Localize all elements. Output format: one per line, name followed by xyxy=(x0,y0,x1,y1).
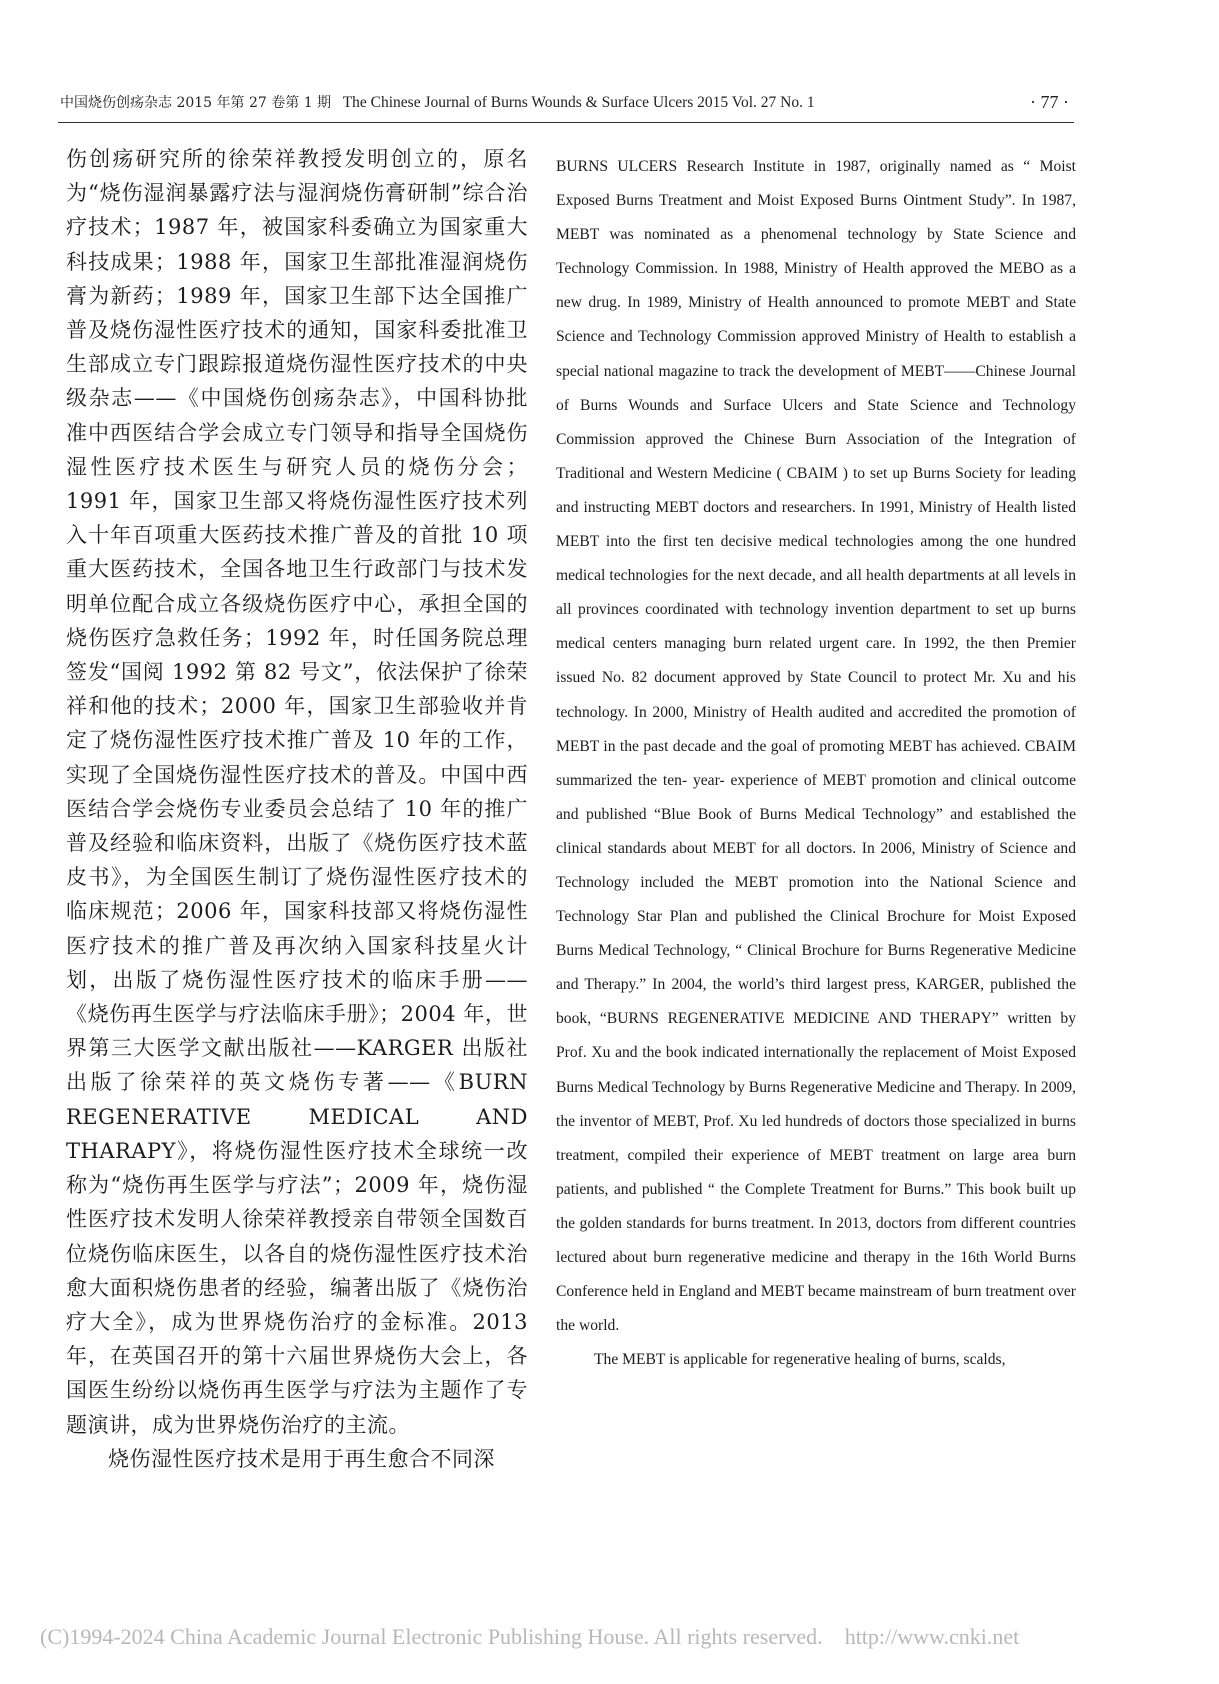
running-header xyxy=(60,92,1060,112)
left-paragraph-1: 伤创疡研究所的徐荣祥教授发明创立的，原名为“烧伤湿润暴露疗法与湿润烧伤膏研制”综合治疗技术；1987 年，被国家科委确立为国家重大科技成果；1988 年，国家卫生部批准湿润烧伤膏为新药；1989 年，国家卫生部下达全国推广普及烧伤湿性医疗技术的通知，国家科委批准卫生部成立专门跟踪报道烧伤湿性医疗技术的中央级杂志——《中国烧伤创疡杂志》，中国科协批准中西医结合学会成立专门领导和指导全国烧伤湿性医疗技术医生与研究人员的烧伤分会；1991 年，国家卫生部又将烧伤湿性医疗技术列入十年百项重大医药技术推广普及的首批 10 项重大医药技术，全国各地卫生行政部门与技术发明单位配合成立各级烧伤医疗中心，承担全国的烧伤医疗急救任务；1992 年，时任国务院总理签发“国阅 1992 第 82 号文”，依法保护了徐荣祥和他的技术；2000 年，国家卫生部验收并肯定了烧伤湿性医疗技术推广普及 10 年的工作，实现了全国烧伤湿性医疗技术的普及。中国中西医结合学会烧伤专业委员会总结了 10 年的推广普及经验和临床资料，出版了《烧伤医疗技术蓝皮书》，为全国医生制订了烧伤湿性医疗技术的临床规范；2006 年，国家科技部又将烧伤湿性医疗技术的推广普及再次纳入国家科技星火计划，出版了烧伤湿性医疗技术的临床手册——《烧伤再生医学与疗法临床手册》；2004 年，世界第三大医学文献出版社——KARGER 出版社出版了徐荣祥的英文烧伤专著——《BURN REGENERATIVE MEDICAL AND THARAPY》，将烧伤湿性医疗技术全球统一改称为“烧伤再生医学与疗法”；2009 年，烧伤湿性医疗技术发明人徐荣祥教授亲自带领全国数百位烧伤临床医生，以各自的烧伤湿性医疗技术治愈大面积烧伤患者的经验，编著出版了《烧伤治疗大全》，成为世界烧伤治疗的金标准。2013 年，在英国召开的第十六届世界烧伤大会上，各国医生纷纷以烧伤再生医学与疗法为主题作了专题演讲，成为世界烧伤治疗的主流。 xyxy=(66,147,528,1437)
left-column-chinese xyxy=(66,142,528,1476)
header-journal-en: The Chinese Journal of Burns Wounds & Surface Ulcers 2015 Vol. 27 No. 1 xyxy=(342,94,815,111)
right-paragraph-2: The MEBT is applicable for regenerative healing of burns, scalds, xyxy=(594,1351,1006,1369)
right-column-english xyxy=(556,150,1076,1377)
page-number: · 77 · xyxy=(1030,92,1069,112)
copyright-footer xyxy=(40,1624,1200,1650)
left-paragraph-2: 烧伤湿性医疗技术是用于再生愈合不同深 xyxy=(108,1446,495,1471)
footer-copyright: (C)1994-2024 China Academic Journal Electronic Publishing House. All rights reserved. xyxy=(40,1624,823,1649)
right-paragraph-1: BURNS ULCERS Research Institute in 1987, originally named as “ Moist Exposed Burns Treatment and Moist Exposed Burns Ointment Study”. In 1987, MEBT was nominated as a phenomenal technology by State Science and Technology Commission. In 1988, Ministry of Health approved the MEBO as a new drug. In 1989, Ministry of Health announced to promote MEBT and State Science and Technology Commission approved Ministry of Health to establish a special national magazine to track the development of MEBT——Chinese Journal of Burns Wounds and Surface Ulcers and State Science and Technology Commission approved the Chinese Burn Association of the Integration of Traditional and Western Medicine ( CBAIM ) to set up Burns Society for leading and instructing MEBT doctors and researchers. In 1991, Ministry of Health listed MEBT into the first ten decisive medical technologies among the one hundred medical technologies for the next decade, and all health departments at all levels in all provinces coordinated with technology invention department to set up burns medical centers managing burn related urgent care. In 1992, the then Premier issued No. 82 document approved by State Council to protect Mr. Xu and his technology. In 2000, Ministry of Health audited and accredited the promotion of MEBT in the past decade and the goal of promoting MEBT has achieved. CBAIM summarized the ten- year- experience of MEBT promotion and clinical outcome and published “Blue Book of Burns Medical Technology” and established the clinical standards about MEBT for all doctors. In 2006, Ministry of Science and Technology included the MEBT promotion into the National Science and Technology Star Plan and published the Clinical Brochure for Moist Exposed Burns Medical Technology, “ Clinical Brochure for Burns Regenerative Medicine and Therapy.” In 2004, the world’s third largest press, KARGER, published the book, “BURNS REGENERATIVE MEDICINE AND THERAPY” written by Prof. Xu and the book indicated internationally the replacement of Moist Exposed Burns Medical Technology by Burns Regenerative Medicine and Therapy. In 2009, the inventor of MEBT, Prof. Xu led hundreds of doctors those specialized in burns treatment, compiled their experience of MEBT treatment on large area burn patients, and published “ the Complete Treatment for Burns.” This book built up the golden standards for burns treatment. In 2013, doctors from different countries lectured about burn regenerative medicine and therapy in the 16th World Burns Conference held in England and MEBT became mainstream of burn treatment over the world. xyxy=(556,158,1076,1335)
header-rule xyxy=(58,122,1074,123)
footer-url: http://www.cnki.net xyxy=(844,1624,1020,1649)
header-journal-cn: 中国烧伤创疡杂志 2015 年第 27 卷第 1 期 xyxy=(60,95,332,111)
